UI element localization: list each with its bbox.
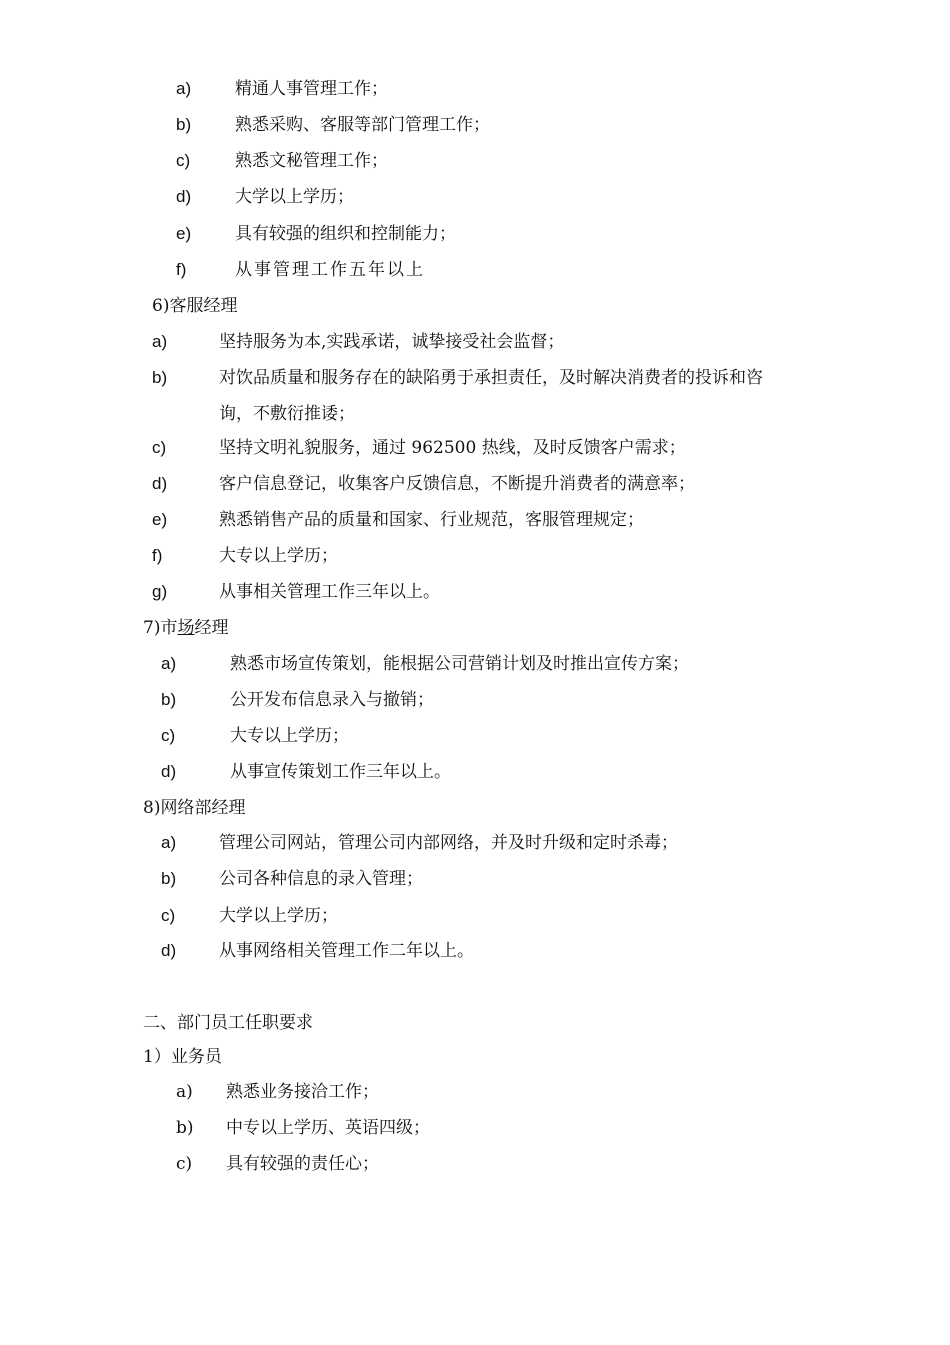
list-marker: d) bbox=[161, 941, 177, 960]
list-marker: c) bbox=[176, 1154, 193, 1174]
list-text: 精通人事管理工作； bbox=[235, 79, 388, 99]
list-text: 具有较强的组织和控制能力； bbox=[235, 224, 456, 244]
list-text: 具有较强的责任心； bbox=[226, 1154, 379, 1174]
list-text: 中专以上学历、英语四级； bbox=[226, 1118, 430, 1138]
list-text: 熟悉市场宣传策划，能根据公司营销计划及时推出宣传方案； bbox=[230, 654, 689, 674]
list-marker: a) bbox=[152, 332, 168, 351]
list-marker: a) bbox=[176, 79, 192, 98]
list-text: 大专以上学历； bbox=[230, 726, 349, 746]
list-marker: b) bbox=[176, 1118, 194, 1138]
heading-suffix: 经理 bbox=[194, 618, 229, 638]
part-heading: 二、部门员工任职要求 bbox=[143, 1013, 313, 1033]
list-text: 熟悉销售产品的质量和国家、行业规范，客服管理规定； bbox=[219, 510, 644, 530]
list-text-continuation: 询，不敷衍推诿； bbox=[219, 404, 355, 424]
list-text: 公司各种信息的录入管理； bbox=[219, 869, 423, 889]
heading-prefix: 7)市 bbox=[143, 618, 178, 638]
section-heading: 6)客服经理 bbox=[152, 296, 238, 316]
subsection-heading: 1）业务员 bbox=[143, 1047, 222, 1067]
list-marker: f) bbox=[152, 546, 163, 565]
list-marker: b) bbox=[176, 115, 192, 134]
list-text: 熟悉业务接洽工作； bbox=[226, 1082, 379, 1102]
list-marker: a) bbox=[161, 833, 177, 852]
list-text: 坚持服务为本,实践承诺，诚挚接受社会监督； bbox=[219, 332, 565, 352]
list-text: 从事宣传策划工作三年以上。 bbox=[230, 762, 451, 782]
list-text: 大专以上学历； bbox=[219, 546, 338, 566]
list-text: 熟悉文秘管理工作； bbox=[235, 151, 388, 171]
list-marker: c) bbox=[176, 151, 191, 170]
list-text: 熟悉采购、客服等部门管理工作； bbox=[235, 115, 490, 135]
list-marker: b) bbox=[152, 368, 168, 387]
list-text: 坚持文明礼貌服务，通过 962500 热线，及时反馈客户需求； bbox=[219, 438, 686, 458]
list-marker: d) bbox=[161, 762, 177, 781]
list-text: 公开发布信息录入与撤销； bbox=[230, 690, 434, 710]
list-marker: c) bbox=[161, 726, 176, 745]
heading-underlined-char: 场 bbox=[177, 618, 195, 638]
list-text: 管理公司网站，管理公司内部网络，并及时升级和定时杀毒； bbox=[219, 833, 678, 853]
list-marker: e) bbox=[176, 224, 192, 243]
list-marker: a) bbox=[176, 1082, 193, 1102]
list-text: 大学以上学历； bbox=[235, 187, 354, 207]
list-marker: d) bbox=[152, 474, 168, 493]
list-marker: c) bbox=[161, 906, 176, 925]
section-heading bbox=[143, 617, 228, 639]
list-marker: a) bbox=[161, 654, 177, 673]
list-text: 从事管理工作五年以上 bbox=[235, 260, 425, 280]
list-marker: b) bbox=[161, 690, 177, 709]
list-marker: c) bbox=[152, 438, 167, 457]
list-text: 从事网络相关管理工作二年以上。 bbox=[219, 941, 474, 961]
list-text: 对饮品质量和服务存在的缺陷勇于承担责任，及时解决消费者的投诉和咨 bbox=[219, 368, 763, 388]
list-marker: g) bbox=[152, 582, 168, 601]
list-text: 客户信息登记，收集客户反馈信息，不断提升消费者的满意率； bbox=[219, 474, 695, 494]
list-text: 大学以上学历； bbox=[219, 906, 338, 926]
list-text: 从事相关管理工作三年以上。 bbox=[219, 582, 440, 602]
list-marker: b) bbox=[161, 869, 177, 888]
list-marker: e) bbox=[152, 510, 168, 529]
section-heading: 8)网络部经理 bbox=[143, 798, 246, 818]
list-marker: d) bbox=[176, 187, 192, 206]
list-marker: f) bbox=[176, 260, 187, 279]
